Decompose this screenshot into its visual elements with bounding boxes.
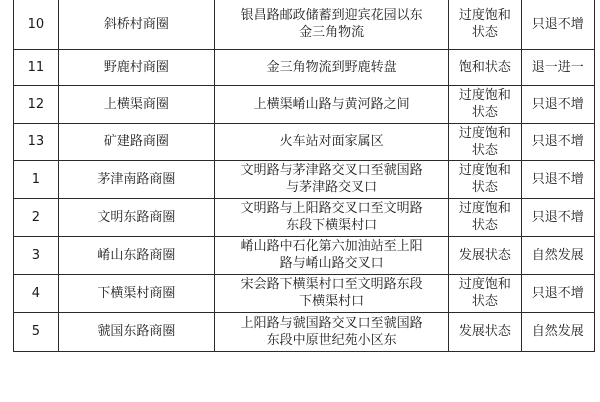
cell-policy [521,274,594,312]
cell-district-name [58,160,214,198]
cell-policy [521,236,594,274]
cell-district-name [58,0,214,49]
cell-state-line: 状态 [471,105,498,120]
cell-district-name-line: 文明东路商圈 [97,209,176,225]
cell-state-line: 过度饱和 [458,277,511,292]
cell-policy [521,123,594,160]
cell-state-line: 过度饱和 [458,163,511,178]
cell-number-line: 11 [27,59,45,75]
cell-district-name [58,274,214,312]
cell-range [215,274,449,312]
cell-state-line: 发展状态 [458,324,511,339]
cell-state [449,0,521,49]
table-row [14,49,595,85]
cell-range-line: 路与崤山路交叉口 [279,256,384,271]
cell-policy [521,85,594,123]
cell-range [215,123,449,160]
cell-policy [521,198,594,236]
cell-policy [521,0,594,49]
cell-number-line: 10 [27,16,45,32]
cell-state-line: 发展状态 [458,247,511,263]
cell-district-name-line: 矿建路商圈 [103,134,169,149]
cell-policy-line: 只退不增 [531,285,584,301]
table-row [14,85,595,123]
cell-number-line: 4 [31,285,40,301]
cell-range-line: 上阳路与虢国路交叉口至虢国路 [240,315,423,331]
cell-range [215,198,449,236]
cell-range-line: 银昌路邮政储蓄到迎宾花园以东 [240,8,423,24]
cell-range-line: 上横渠崤山路与黄河路之间 [253,96,410,112]
cell-state-line: 状态 [471,294,498,309]
cell-range-line: 文明路与茅津路交叉口至虢国路 [240,163,423,178]
cell-state-line: 状态 [471,180,498,195]
cell-district-name-line: 虢国东路商圈 [97,324,176,339]
cell-state-line: 状态 [471,25,498,41]
cell-district-name [58,49,214,85]
cell-number [14,0,59,49]
cell-district-name [58,236,214,274]
cell-policy-line: 自然发展 [531,324,584,339]
cell-range [215,49,449,85]
cell-range-line: 下横渠村口 [299,294,365,309]
cell-number-line: 1 [31,171,40,187]
cell-number-line: 2 [31,209,40,225]
table-row [14,312,595,351]
cell-range-line: 金三角物流 [299,25,365,41]
cell-policy [521,160,594,198]
cell-number-line: 3 [31,247,40,263]
cell-range-line: 东段下横渠村口 [286,218,378,233]
cell-state [449,274,521,312]
cell-district-name [58,312,214,351]
page-margin-left [0,0,13,371]
cell-policy-line: 只退不增 [531,209,584,225]
table-row [14,0,595,49]
cell-range-line: 崤山路中石化第六加油站至上阳 [240,239,423,254]
cell-range [215,160,449,198]
cell-district-name-line: 上横渠商圈 [103,96,169,112]
cell-district-name-line: 崤山东路商圈 [97,247,176,263]
cell-range-line: 宋会路下横渠村口至文明路东段 [240,277,423,292]
page-bottom-area [0,371,600,402]
cell-range-line: 与茅津路交叉口 [286,180,378,195]
cell-state-line: 状态 [471,218,498,233]
cell-number [14,312,59,351]
cell-district-name [58,198,214,236]
cell-state-line: 过度饱和 [458,125,511,141]
cell-range-line: 金三角物流到野鹿转盘 [266,59,397,75]
cell-district-name-line: 斜桥村商圈 [103,16,169,32]
cell-number [14,236,59,274]
business-district-table [13,0,595,352]
cell-range-line: 东段中原世纪苑小区东 [266,332,397,348]
cell-state [449,198,521,236]
cell-state-line: 饱和状态 [458,59,511,75]
cell-number [14,85,59,123]
cell-range-line: 文明路与上阳路交叉口至文明路 [240,201,423,216]
cell-state-line: 过度饱和 [458,201,511,216]
table-row [14,198,595,236]
table-row [14,123,595,160]
cell-range [215,236,449,274]
cell-number [14,123,59,160]
cell-number-line: 5 [31,324,40,339]
cell-state-line: 状态 [471,142,498,158]
cell-number [14,198,59,236]
cell-policy-line: 只退不增 [531,16,584,32]
cell-state [449,123,521,160]
cell-state [449,49,521,85]
table-row [14,236,595,274]
cell-policy [521,49,594,85]
cell-district-name [58,85,214,123]
cell-policy [521,312,594,351]
cell-policy-line: 退一进一 [531,59,584,75]
cell-district-name [58,123,214,160]
cell-number-line: 12 [27,96,45,112]
cell-number-line: 13 [27,134,45,149]
cell-range [215,0,449,49]
cell-range [215,85,449,123]
table-body [14,0,595,351]
cell-policy-line: 只退不增 [531,96,584,112]
cell-policy-line: 只退不增 [531,134,584,149]
cell-number [14,49,59,85]
cell-number [14,274,59,312]
cell-state [449,85,521,123]
cell-district-name-line: 野鹿村商圈 [103,59,169,75]
cell-state [449,160,521,198]
cell-district-name-line: 下横渠村商圈 [97,285,176,301]
table-row [14,160,595,198]
cell-policy-line: 自然发展 [531,247,584,263]
cell-district-name-line: 茅津南路商圈 [97,171,176,187]
cell-range [215,312,449,351]
cell-number [14,160,59,198]
cell-state-line: 过度饱和 [458,88,511,103]
table-row [14,274,595,312]
cell-range-line: 火车站对面家属区 [279,134,384,149]
cell-state [449,312,521,351]
cell-policy-line: 只退不增 [531,171,584,187]
cell-state-line: 过度饱和 [458,8,511,24]
cell-state [449,236,521,274]
